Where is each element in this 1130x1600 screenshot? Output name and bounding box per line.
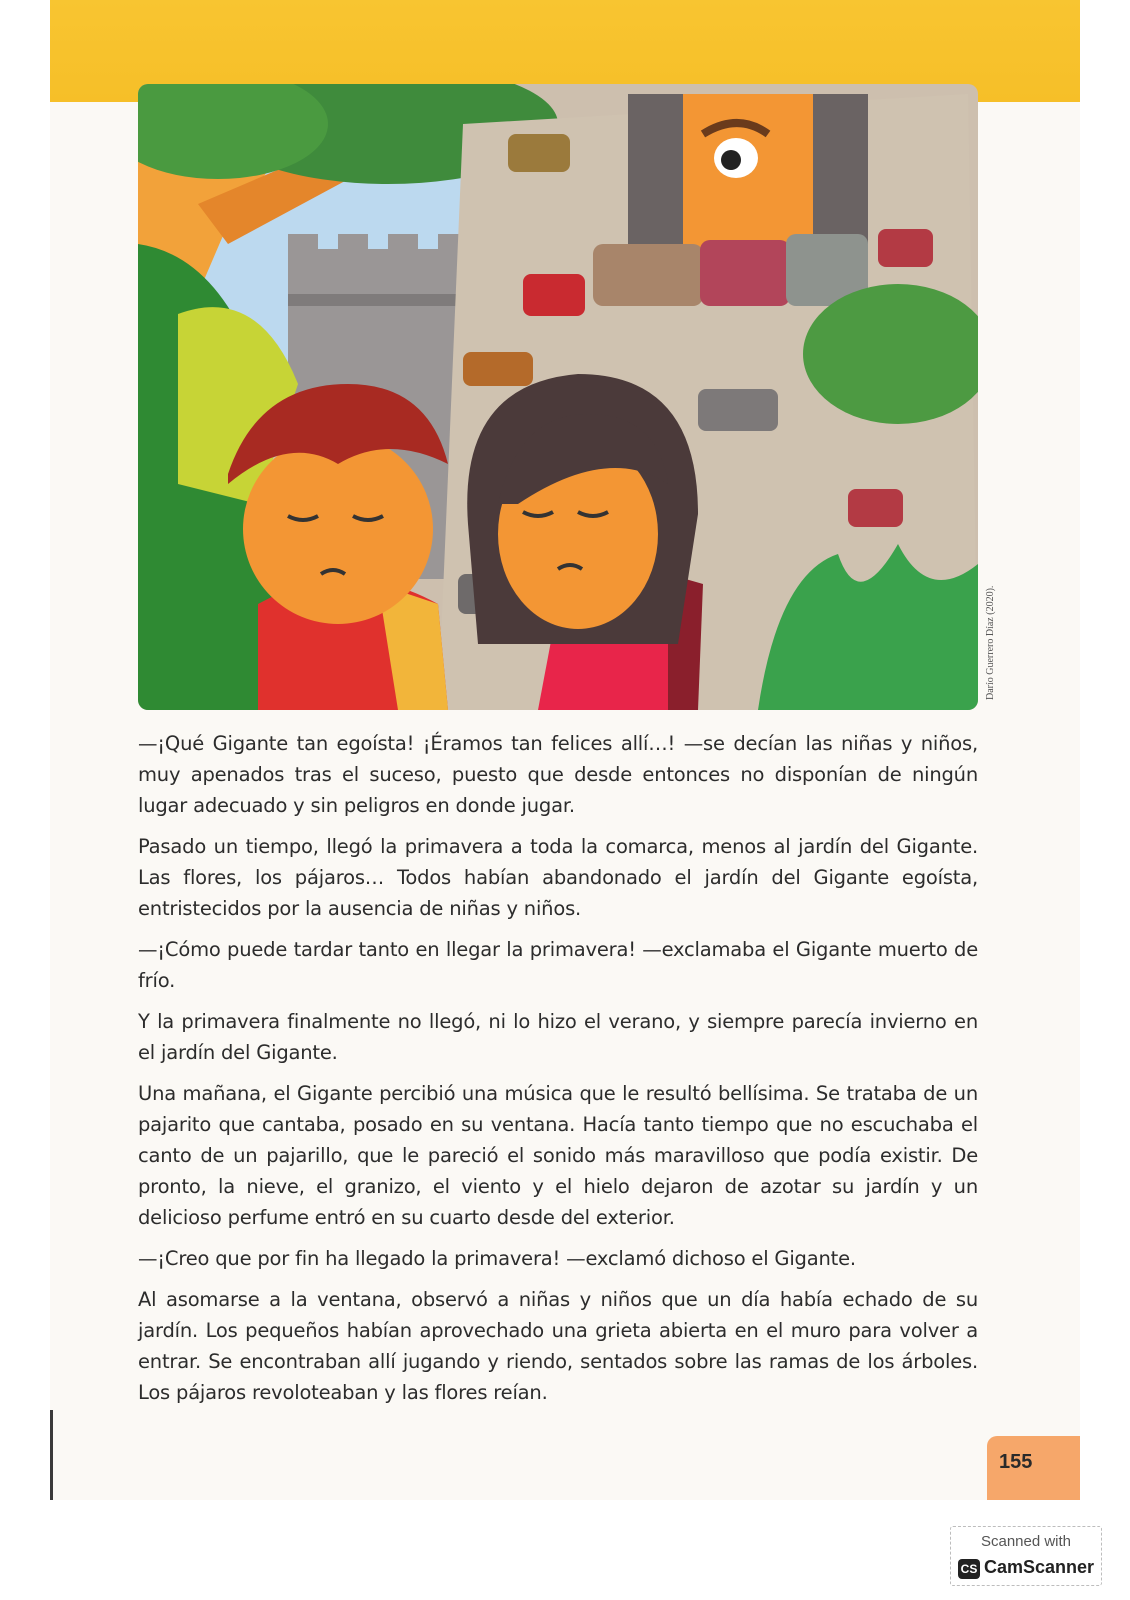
paragraph: —¡Qué Gigante tan egoísta! ¡Éramos tan felices allí…! —se decían las niñas y niños, muy apenados tras el suceso, puesto que desde entonces no disponían de ningún lugar adecuado y sin peligros en donde jugar. [138,732,978,817]
paragraph: —¡Cómo puede tardar tanto en llegar la primavera! —exclamaba el Gigante muerto de frío. [138,938,978,992]
camscanner-logo-icon: CS [958,1559,980,1579]
paragraph: Al asomarse a la ventana, observó a niñas y niños que un día había echado de su jardín. Los pequeños habían aprovechado una grieta abierta en el muro para volver a entrar. Se encontraban allí jugando y riendo, sentados sobre las ramas de los árboles. Los pájaros revoloteaban y las flores reían. [138,1288,978,1404]
illustration-artwork [138,84,978,710]
paragraph: —¡Creo que por fin ha llegado la primavera! —exclamó dichoso el Gigante. [138,1247,856,1270]
page-number: 155 [987,1436,1080,1500]
paragraph: Pasado un tiempo, llegó la primavera a toda la comarca, menos al jardín del Gigante. Las flores, los pájaros… Todos habían abandonado el jardín del Gigante egoísta, entristecidos por la ausencia de niñas y niños. [138,835,978,920]
story-text [138,728,978,1418]
page-edge-line [50,1410,53,1500]
paragraph: Y la primavera finalmente no llegó, ni lo hizo el verano, y siempre parecía invierno en el jardín del Gigante. [138,1010,978,1064]
paragraph: Una mañana, el Gigante percibió una música que le resultó bellísima. Se trataba de un pajarito que cantaba, posado en su ventana. Hacía tanto tiempo que no escuchaba el canto de un pajarillo, que le pareció el sonido más maravilloso que podía existir. De pronto, la nieve, el granizo, el viento y el hielo dejaron de azotar su jardín y un delicioso perfume entró en su cuarto desde del exterior. [138,1082,978,1229]
watermark-brand: CamScanner [984,1557,1095,1577]
scanner-watermark [950,1526,1102,1586]
story-illustration [138,84,978,710]
watermark-caption: Scanned with [980,1533,1072,1550]
illustration-credit: Darío Guerrero Díaz (2020). [985,585,996,700]
